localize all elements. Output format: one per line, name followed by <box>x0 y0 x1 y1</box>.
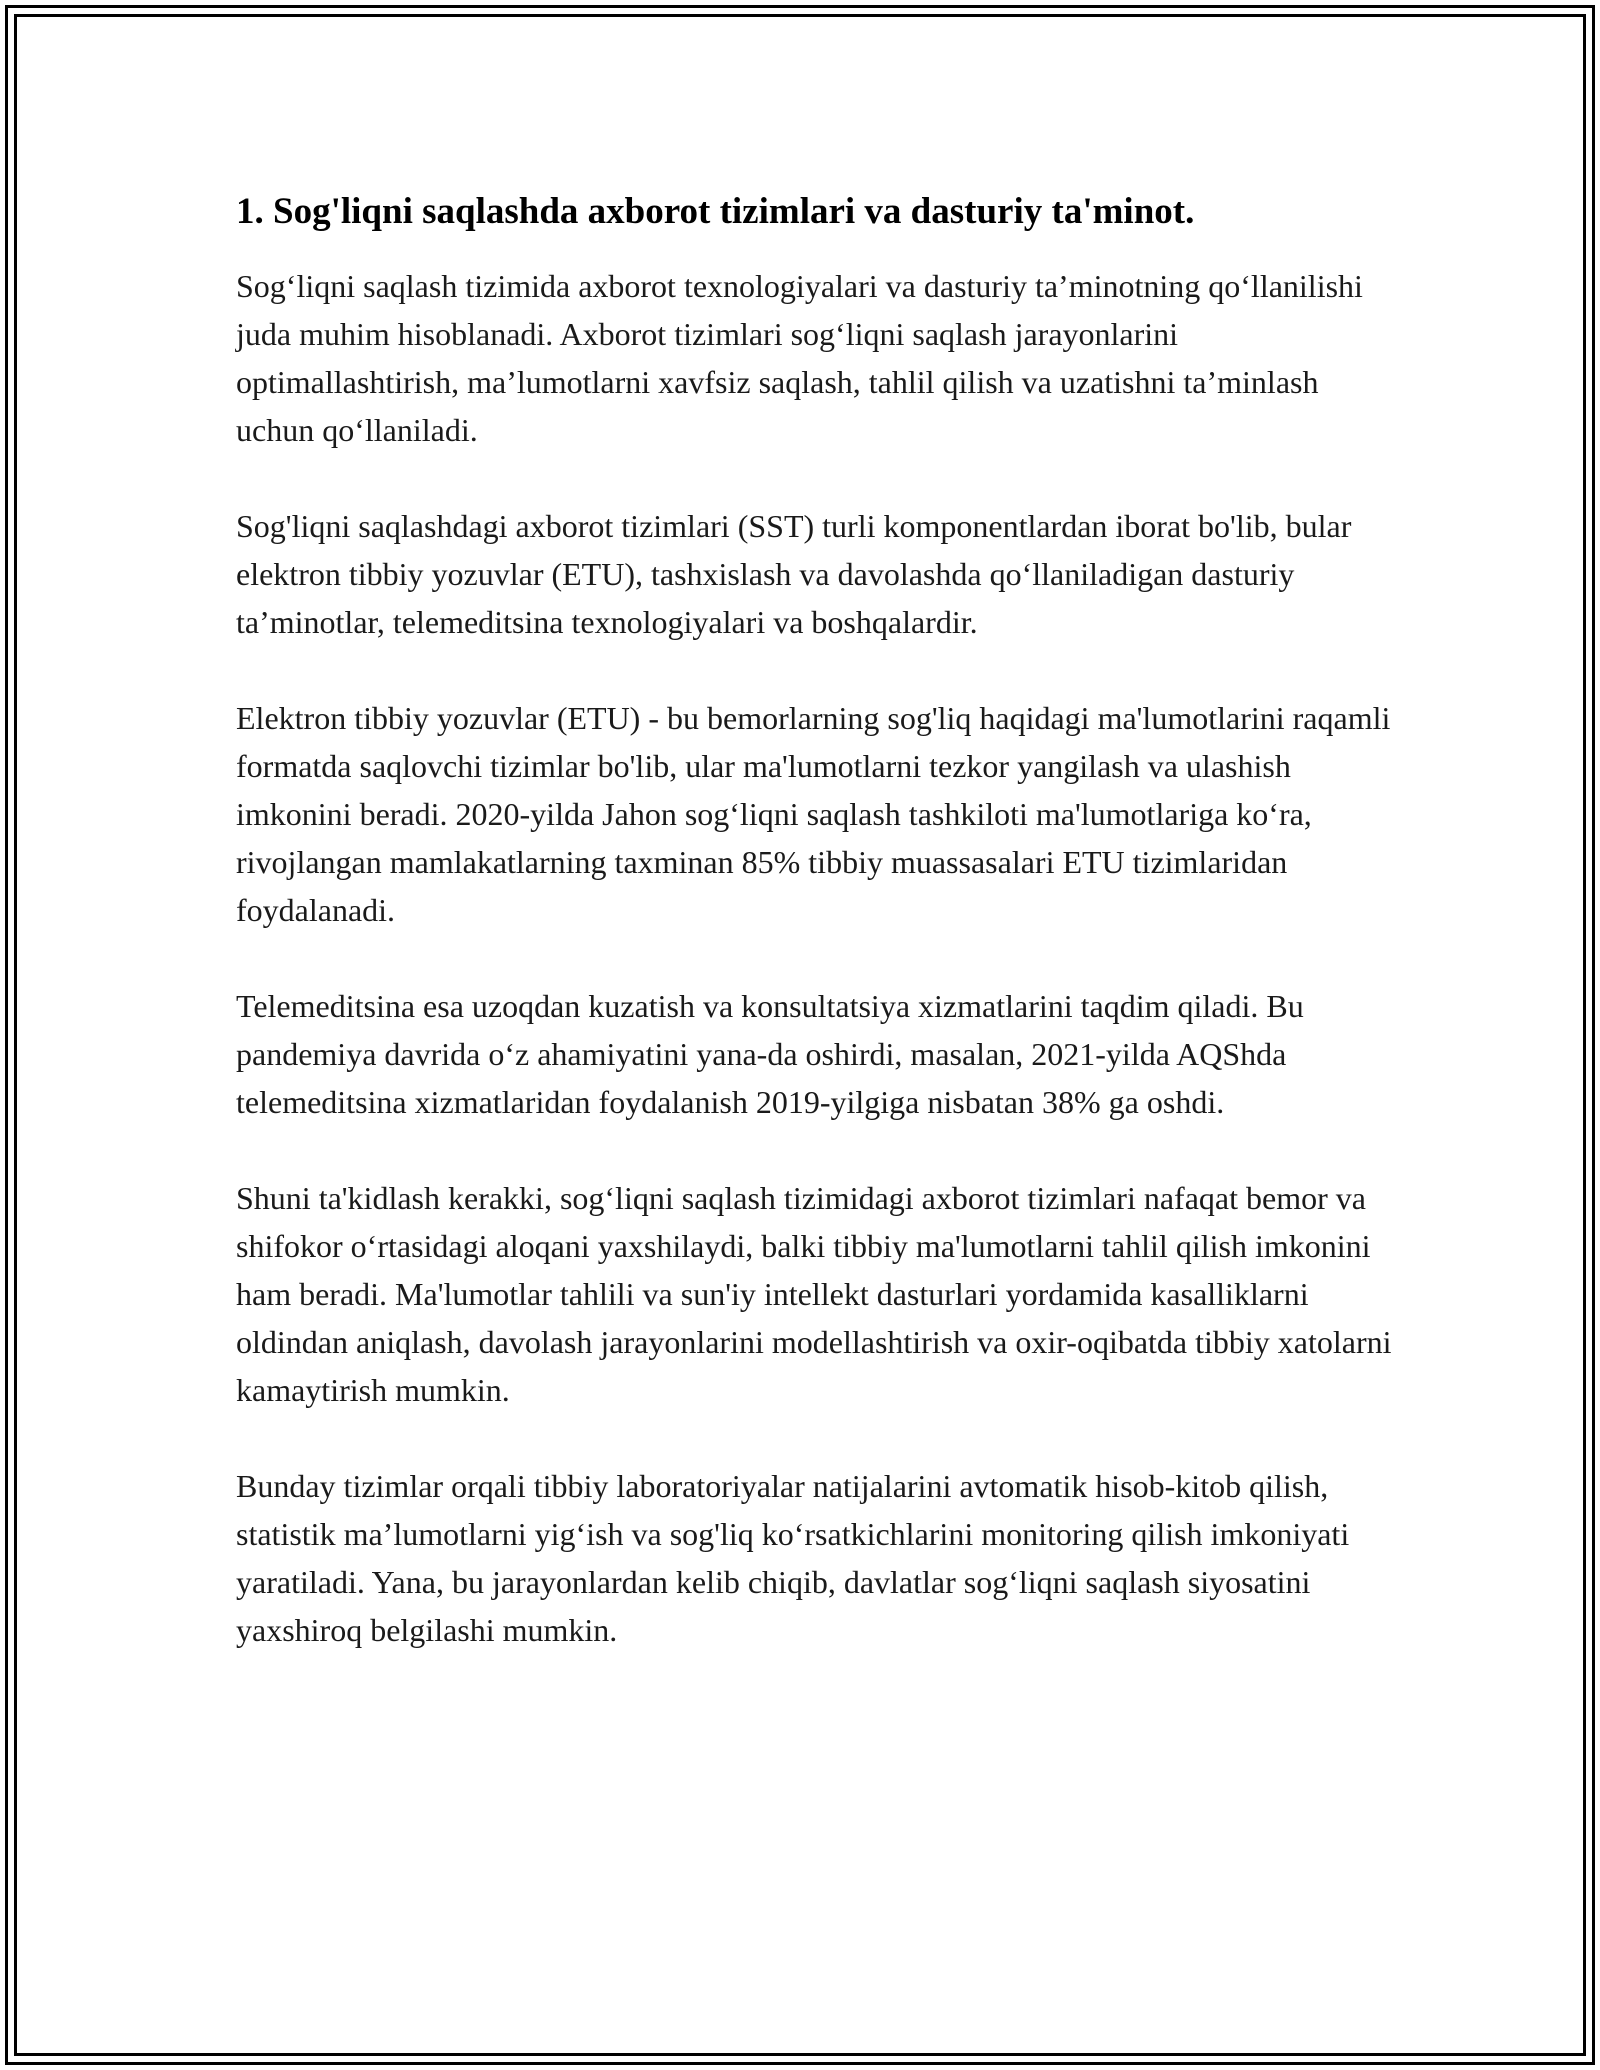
paragraph-etu: Elektron tibbiy yozuvlar (ETU) - bu bemorlarning sog'liq haqidagi ma'lumotlarini raqamli formatda saqlovchi tizimlar bo'lib, ular ma'lumotlarni tezkor yangilash va ulashish imkonini beradi. 2020-yilda Jahon sog‘liqni saqlash tashkiloti ma'lumotlariga ko‘ra, rivojlangan mamlakatlarning taxminan 85% tibbiy muassasalari ETU tizimlaridan foydalanadi. <box>236 700 1391 928</box>
paragraph-analysis: Shuni ta'kidlash kerakki, sog‘liqni saqlash tizimidagi axborot tizimlari nafaqat bemor va shifokor o‘rtasidagi aloqani yaxshilaydi, balki tibbiy ma'lumotlarni tahlil qilish imkonini ham beradi. Ma'lumotlar tahlili va sun'iy intellekt dasturlari yordamida kasalliklarni oldindan aniqlash, davolash jarayonlarini modellashtirish va oxir-oqibatda tibbiy xatolarni kamaytirish mumkin. <box>236 1180 1392 1408</box>
paragraph-laboratory: Bunday tizimlar orqali tibbiy laboratoriyalar natijalarini avtomatik hisob-kitob qilish, statistik ma’lumotlarni yig‘ish va sog'liq ko‘rsatkichlarini monitoring qilish imkoniyati yaratiladi. Yana, bu jarayonlardan kelib chiqib, davlatlar sog‘liqni saqlash siyosatini yaxshiroq belgilashi mumkin. <box>236 1468 1350 1648</box>
document-body <box>236 188 1396 1702</box>
paragraph-telemedicine: Telemeditsina esa uzoqdan kuzatish va konsultatsiya xizmatlarini taqdim qiladi. Bu pandemiya davrida o‘z ahamiyatini yana-da oshirdi, masalan, 2021-yilda AQShda telemeditsina xizmatlaridan foydalanish 2019-yilgiga nisbatan 38% ga oshdi. <box>236 988 1304 1120</box>
section-title: 1. Sog'liqni saqlashda axborot tizimlari va dasturiy ta'minot. <box>236 191 1195 232</box>
paragraph-sst-components: Sog'liqni saqlashdagi axborot tizimlari (SST) turli komponentlardan iborat bo'lib, bular elektron tibbiy yozuvlar (ETU), tashxislash va davolashda qo‘llaniladigan dasturiy ta’minotlar, telemeditsina texnologiyalari va boshqalardir. <box>236 508 1352 640</box>
paragraph-intro: Sog‘liqni saqlash tizimida axborot texnologiyalari va dasturiy ta’minotning qo‘llanilishi juda muhim hisoblanadi. Axborot tizimlari sog‘liqni saqlash jarayonlarini optimallashtirish, ma’lumotlarni xavfsiz saqlash, tahlil qilish va uzatishni ta’minlash uchun qo‘llaniladi. <box>236 268 1363 448</box>
